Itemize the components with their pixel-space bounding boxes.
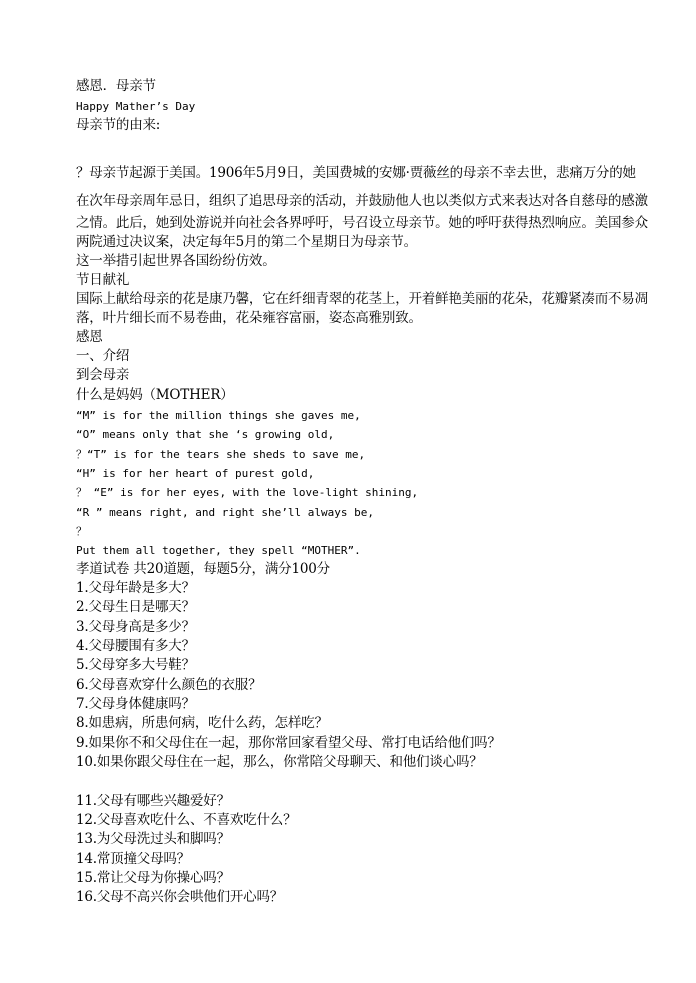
quiz-item: 8.如患病，所患何病，吃什么药，怎样吃？ [76,715,328,731]
poem-line: “M” is for the million things she gaves me, [76,409,361,422]
flower-heading: 节日献礼 [76,272,130,288]
quiz-item: 2.父母生日是哪天？ [76,599,195,615]
document-title: 感恩．母亲节 [76,78,156,94]
origin-paragraph-line: 这一举措引起世界各国纷纷仿效。 [76,253,276,269]
intro-heading: 一、介绍 [76,348,130,364]
poem-line: Put them all together, they spell “MOTHER”. [76,544,361,557]
origin-paragraph-line: 两院通过决议案，决定每年5月的第二个星期日为母亲节。 [76,234,417,250]
document-subtitle: Happy Mather’s Day [76,100,196,113]
quiz-item: 9.如果你不和父母住在一起，那你常回家看望父母、常打电话给他们吗？ [76,735,501,751]
poem-line: “H” is for her heart of purest gold, [76,467,315,480]
quiz-item: 16.父母不高兴你会哄他们开心吗？ [76,889,284,905]
flower-paragraph-line: 国际上献给母亲的花是康乃馨，它在纤细青翠的花茎上，开着鲜艳美丽的花朵，花瓣紧凑而不易凋 [76,291,648,307]
poem-line: “R ” means right, and right she’ll always be, [76,506,375,519]
origin-paragraph-line: ？母亲节起源于美国。1906年5月9日，美国费城的安娜·贾薇丝的母亲不幸去世，悲痛万分的她 [76,165,636,181]
origin-heading: 母亲节的由来: [76,117,161,133]
quiz-item: 12.父母喜欢吃什么、不喜欢吃什么？ [76,812,297,828]
quiz-item: 5.父母穿多大号鞋？ [76,657,195,673]
quiz-item: 3.父母身高是多少？ [76,619,195,635]
quiz-item: 15.常让父母为你操心吗？ [76,870,230,886]
poem-line: ？“T” is for the tears she sheds to save me, [76,448,366,461]
quiz-item: 6.父母喜欢穿什么颜色的衣服？ [76,677,262,693]
quiz-item: 7.父母身体健康吗？ [76,696,195,712]
poem-line: “O” means only that she ‘s growing old, [76,428,335,441]
poem-line: ？ “E” is for her eyes, with the love-light shining, [76,486,419,499]
quiz-item: 10.如果你跟父母住在一起，那么，你常陪父母聊天、和他们谈心吗？ [76,754,483,770]
quiz-item: 13.为父母洗过头和脚吗？ [76,831,230,847]
quiz-item: 14.常顶撞父母吗？ [76,851,190,867]
gratitude-heading: 感恩 [76,329,103,345]
poem-line: ？ [76,525,87,538]
flower-paragraph-line: 落，叶片细长而不易卷曲，花朵雍容富丽，姿态高雅别致。 [76,310,422,326]
quiz-item: 1.父母年龄是多大？ [76,580,195,596]
what-is-mother: 什么是妈妈（MOTHER） [76,387,234,403]
origin-paragraph-line: 在次年母亲周年忌日，组织了追思母亲的活动，并鼓励他人也以类似方式来表达对各自慈母的感激 [76,193,648,209]
origin-paragraph-line: 之情。此后，她到处游说并向社会各界呼吁，号召设立母亲节。她的呼吁获得热烈响应。美国参众 [76,215,648,231]
quiz-item: 11.父母有哪些兴趣爱好？ [76,793,230,809]
understand-mother: 到会母亲 [76,367,130,383]
quiz-item: 4.父母腰围有多大？ [76,638,195,654]
quiz-heading: 孝道试卷 共20道题，每题5分，满分100分 [76,561,330,577]
